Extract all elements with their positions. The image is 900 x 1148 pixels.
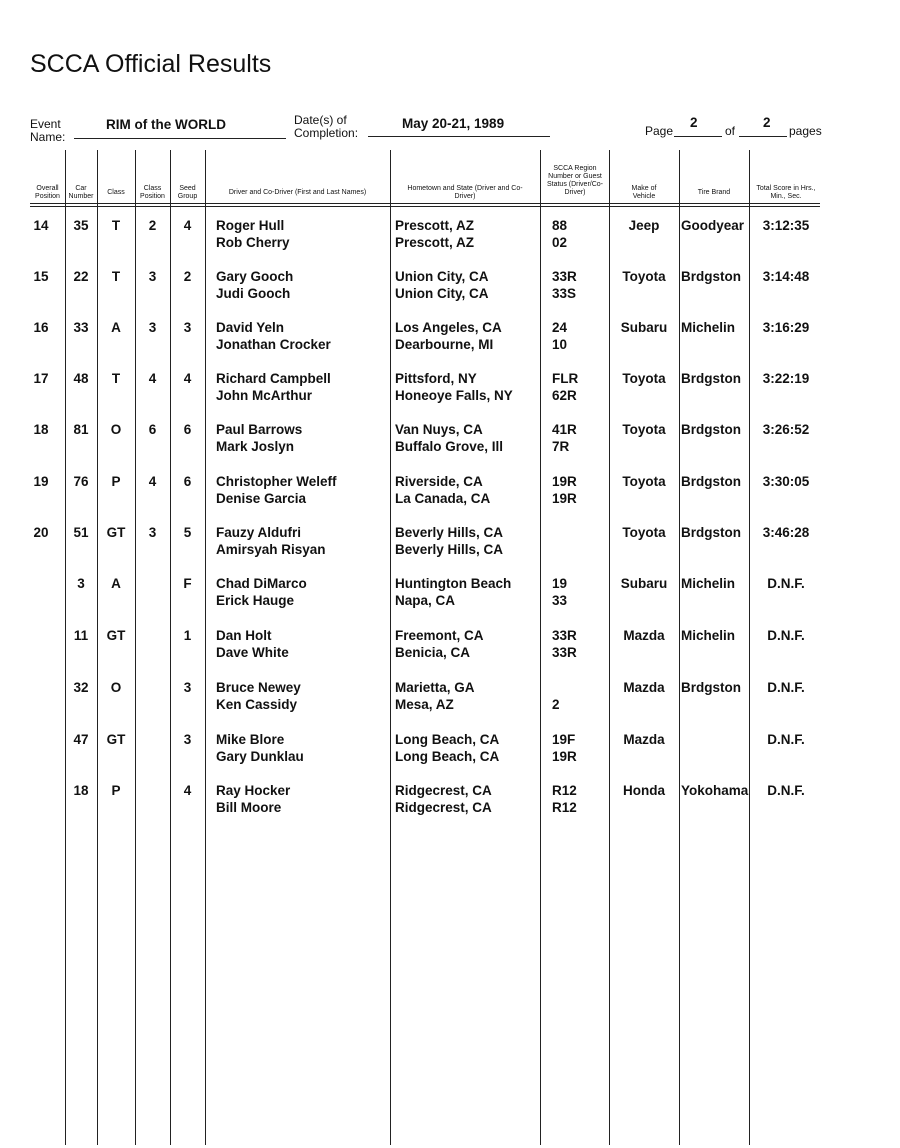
make-cell: Mazda xyxy=(623,628,665,643)
region-cell: 24 xyxy=(552,320,568,335)
make-cell: Subaru xyxy=(620,576,668,591)
codriver-cell: Amirsyah Risyan xyxy=(216,542,326,557)
score-cell: 3:30:05 xyxy=(762,474,810,489)
class-cell: T xyxy=(111,218,121,233)
codriver-cell: John McArthur xyxy=(216,388,312,403)
hometown-cell: Prescott, AZ xyxy=(395,218,475,233)
seed-group-cell: 4 xyxy=(183,218,192,233)
co-hometown-cell: Napa, CA xyxy=(395,593,456,608)
co-region-cell: 7R xyxy=(552,439,570,454)
driver-cell: Ray Hocker xyxy=(216,783,291,798)
header-class-position: Class Position xyxy=(140,185,165,200)
table-row xyxy=(30,320,820,356)
driver-cell: Dan Holt xyxy=(216,628,272,643)
header-make: Make of Vehicle xyxy=(631,185,657,200)
class-position-cell: 3 xyxy=(148,269,157,284)
seed-group-cell: 3 xyxy=(183,320,192,335)
co-region-cell: 33 xyxy=(552,593,568,608)
class-cell: A xyxy=(111,320,121,335)
driver-cell: Mike Blore xyxy=(216,732,285,747)
driver-cell: Bruce Newey xyxy=(216,680,301,695)
header-seed-group: Seed Group xyxy=(177,185,198,200)
co-hometown-cell: Ridgecrest, CA xyxy=(395,800,492,815)
hometown-cell: Freemont, CA xyxy=(395,628,484,643)
table-row xyxy=(30,576,820,612)
tire-cell: Michelin xyxy=(681,628,736,643)
event-name-value: RIM of the WORLD xyxy=(106,117,226,132)
codriver-cell: Judi Gooch xyxy=(216,286,291,301)
table-row xyxy=(30,474,820,510)
codriver-cell: Erick Hauge xyxy=(216,593,295,608)
overall-position-cell: 20 xyxy=(33,525,49,540)
seed-group-cell: F xyxy=(183,576,192,591)
class-cell: GT xyxy=(106,628,126,643)
event-label xyxy=(30,118,65,144)
codriver-cell: Bill Moore xyxy=(216,800,282,815)
overall-position-cell: 18 xyxy=(33,422,49,437)
region-cell: 88 xyxy=(552,218,568,233)
tire-cell: Brdgston xyxy=(681,474,741,489)
dates-label-line2: Completion: xyxy=(294,126,359,140)
event-underline xyxy=(74,138,286,139)
hometown-cell: Ridgecrest, CA xyxy=(395,783,492,798)
class-cell: GT xyxy=(106,732,126,747)
class-position-cell: 6 xyxy=(148,422,157,437)
car-number-cell: 76 xyxy=(73,474,89,489)
make-cell: Honda xyxy=(623,783,665,798)
hometown-cell: Union City, CA xyxy=(395,269,489,284)
header-hometown: Hometown and State (Driver and Co-Driver) xyxy=(407,185,523,200)
score-cell: D.N.F. xyxy=(767,576,805,591)
page-label: Page xyxy=(645,124,674,138)
driver-cell: Paul Barrows xyxy=(216,422,303,437)
tire-cell: Michelin xyxy=(681,320,736,335)
page-total: 2 xyxy=(763,115,771,130)
table-row xyxy=(30,732,820,768)
driver-cell: Gary Gooch xyxy=(216,269,294,284)
page-total-underline xyxy=(739,136,787,137)
hometown-cell: Marietta, GA xyxy=(395,680,475,695)
car-number-cell: 32 xyxy=(73,680,89,695)
class-cell: O xyxy=(110,422,122,437)
class-position-cell: 3 xyxy=(148,320,157,335)
class-position-cell: 2 xyxy=(148,218,157,233)
co-region-cell: 02 xyxy=(552,235,568,250)
co-region-cell: 33S xyxy=(552,286,577,301)
make-cell: Jeep xyxy=(628,218,660,233)
make-cell: Mazda xyxy=(623,732,665,747)
seed-group-cell: 3 xyxy=(183,732,192,747)
table-row xyxy=(30,680,820,716)
dates-underline xyxy=(368,136,550,137)
overall-position-cell: 15 xyxy=(33,269,49,284)
co-region-cell: 19R xyxy=(552,749,577,764)
co-region-cell: R12 xyxy=(552,800,577,815)
make-cell: Toyota xyxy=(622,269,666,284)
class-cell: GT xyxy=(106,525,126,540)
overall-position-cell: 14 xyxy=(33,218,49,233)
header-tire: Tire Brand xyxy=(697,189,731,196)
co-hometown-cell: Long Beach, CA xyxy=(395,749,500,764)
overall-position-cell: 17 xyxy=(33,371,49,386)
score-cell: 3:26:52 xyxy=(762,422,810,437)
co-region-cell: 2 xyxy=(552,697,560,712)
codriver-cell: Dave White xyxy=(216,645,289,660)
driver-cell: Chad DiMarco xyxy=(216,576,307,591)
seed-group-cell: 6 xyxy=(183,422,192,437)
make-cell: Subaru xyxy=(620,320,668,335)
score-cell: 3:22:19 xyxy=(762,371,810,386)
class-cell: P xyxy=(111,783,121,798)
co-region-cell: 10 xyxy=(552,337,568,352)
tire-cell: Goodyear xyxy=(681,218,745,233)
class-cell: A xyxy=(111,576,121,591)
co-hometown-cell: Prescott, AZ xyxy=(395,235,475,250)
seed-group-cell: 6 xyxy=(183,474,192,489)
seed-group-cell: 1 xyxy=(183,628,192,643)
region-cell: R12 xyxy=(552,783,577,798)
region-cell: 19 xyxy=(552,576,568,591)
tire-cell: Brdgston xyxy=(681,525,741,540)
make-cell: Toyota xyxy=(622,371,666,386)
dates-label-line1: Date(s) of xyxy=(294,113,347,127)
dates-value: May 20-21, 1989 xyxy=(402,116,505,131)
car-number-cell: 18 xyxy=(73,783,89,798)
hometown-cell: Riverside, CA xyxy=(395,474,483,489)
driver-cell: Christopher Weleff xyxy=(216,474,337,489)
overall-position-cell: 19 xyxy=(33,474,49,489)
codriver-cell: Denise Garcia xyxy=(216,491,307,506)
make-cell: Toyota xyxy=(622,474,666,489)
codriver-cell: Jonathan Crocker xyxy=(216,337,331,352)
hometown-cell: Long Beach, CA xyxy=(395,732,500,747)
car-number-cell: 51 xyxy=(73,525,89,540)
page-title: SCCA Official Results xyxy=(30,50,272,78)
region-cell: 33R xyxy=(552,628,577,643)
header-overall-position: Overall Position xyxy=(35,185,60,200)
class-position-cell: 4 xyxy=(148,474,157,489)
overall-position-cell: 16 xyxy=(33,320,49,335)
score-cell: D.N.F. xyxy=(767,732,805,747)
class-position-cell: 3 xyxy=(148,525,157,540)
hometown-cell: Pittsford, NY xyxy=(395,371,477,386)
page-current: 2 xyxy=(690,115,698,130)
seed-group-cell: 2 xyxy=(183,269,192,284)
hometown-cell: Los Angeles, CA xyxy=(395,320,502,335)
table-row xyxy=(30,628,820,664)
page-current-underline xyxy=(674,136,722,137)
hometown-cell: Huntington Beach xyxy=(395,576,512,591)
car-number-cell: 48 xyxy=(73,371,89,386)
hometown-cell: Beverly Hills, CA xyxy=(395,525,504,540)
event-label-line2: Name: xyxy=(30,130,66,144)
car-number-cell: 81 xyxy=(73,422,89,437)
codriver-cell: Ken Cassidy xyxy=(216,697,298,712)
score-cell: 3:16:29 xyxy=(762,320,810,335)
make-cell: Toyota xyxy=(622,525,666,540)
score-cell: 3:14:48 xyxy=(762,269,810,284)
region-cell: 19R xyxy=(552,474,577,489)
seed-group-cell: 4 xyxy=(183,783,192,798)
co-hometown-cell: Beverly Hills, CA xyxy=(395,542,504,557)
car-number-cell: 22 xyxy=(73,269,89,284)
co-hometown-cell: Benicia, CA xyxy=(395,645,471,660)
co-hometown-cell: Union City, CA xyxy=(395,286,489,301)
score-cell: 3:12:35 xyxy=(762,218,810,233)
region-cell: 33R xyxy=(552,269,577,284)
of-label: of xyxy=(725,124,736,138)
event-label-line1: Event xyxy=(30,117,61,131)
header-driver: Driver and Co-Driver (First and Last Names) xyxy=(228,189,367,196)
dates-label xyxy=(294,114,358,140)
results-table xyxy=(30,150,820,1145)
header-car-number: Car Number xyxy=(68,185,94,200)
class-cell: T xyxy=(111,371,121,386)
tire-cell: Brdgston xyxy=(681,680,741,695)
car-number-cell: 3 xyxy=(77,576,85,591)
score-cell: D.N.F. xyxy=(767,628,805,643)
score-cell: D.N.F. xyxy=(767,783,805,798)
header-region: SCCA Region Number or Guest Status (Driver/Co-Driver) xyxy=(546,165,603,196)
car-number-cell: 35 xyxy=(73,218,89,233)
co-region-cell: 33R xyxy=(552,645,577,660)
seed-group-cell: 4 xyxy=(183,371,192,386)
co-hometown-cell: Mesa, AZ xyxy=(395,697,454,712)
table-row xyxy=(30,783,820,819)
hometown-cell: Van Nuys, CA xyxy=(395,422,483,437)
make-cell: Mazda xyxy=(623,680,665,695)
car-number-cell: 47 xyxy=(73,732,89,747)
class-cell: T xyxy=(111,269,121,284)
tire-cell: Michelin xyxy=(681,576,736,591)
score-cell: D.N.F. xyxy=(767,680,805,695)
codriver-cell: Gary Dunklau xyxy=(216,749,304,764)
table-row xyxy=(30,371,820,407)
co-hometown-cell: Dearbourne, MI xyxy=(395,337,494,352)
driver-cell: Roger Hull xyxy=(216,218,285,233)
co-hometown-cell: Buffalo Grove, Ill xyxy=(395,439,504,454)
seed-group-cell: 3 xyxy=(183,680,192,695)
car-number-cell: 11 xyxy=(73,628,89,643)
car-number-cell: 33 xyxy=(73,320,89,335)
tire-cell: Brdgston xyxy=(681,371,741,386)
co-region-cell: 19R xyxy=(552,491,577,506)
table-row xyxy=(30,218,820,254)
codriver-cell: Mark Joslyn xyxy=(216,439,295,454)
co-region-cell: 62R xyxy=(552,388,577,403)
region-cell: 41R xyxy=(552,422,577,437)
co-hometown-cell: La Canada, CA xyxy=(395,491,491,506)
class-cell: P xyxy=(111,474,121,489)
tire-cell: Brdgston xyxy=(681,269,741,284)
tire-cell: Brdgston xyxy=(681,422,741,437)
score-cell: 3:46:28 xyxy=(762,525,810,540)
pages-label: pages xyxy=(789,124,822,138)
driver-cell: David Yeln xyxy=(216,320,285,335)
table-row xyxy=(30,525,820,561)
region-cell: 19F xyxy=(552,732,576,747)
region-cell: FLR xyxy=(552,371,579,386)
co-hometown-cell: Honeoye Falls, NY xyxy=(395,388,513,403)
driver-cell: Richard Campbell xyxy=(216,371,331,386)
header-class: Class xyxy=(107,189,125,196)
class-cell: O xyxy=(110,680,122,695)
table-row xyxy=(30,422,820,458)
table-row xyxy=(30,269,820,305)
header-score: Total Score in Hrs., Min., Sec. xyxy=(756,185,816,200)
driver-cell: Fauzy Aldufri xyxy=(216,525,302,540)
class-position-cell: 4 xyxy=(148,371,157,386)
tire-cell: Yokohama xyxy=(681,783,749,798)
make-cell: Toyota xyxy=(622,422,666,437)
codriver-cell: Rob Cherry xyxy=(216,235,290,250)
seed-group-cell: 5 xyxy=(183,525,192,540)
